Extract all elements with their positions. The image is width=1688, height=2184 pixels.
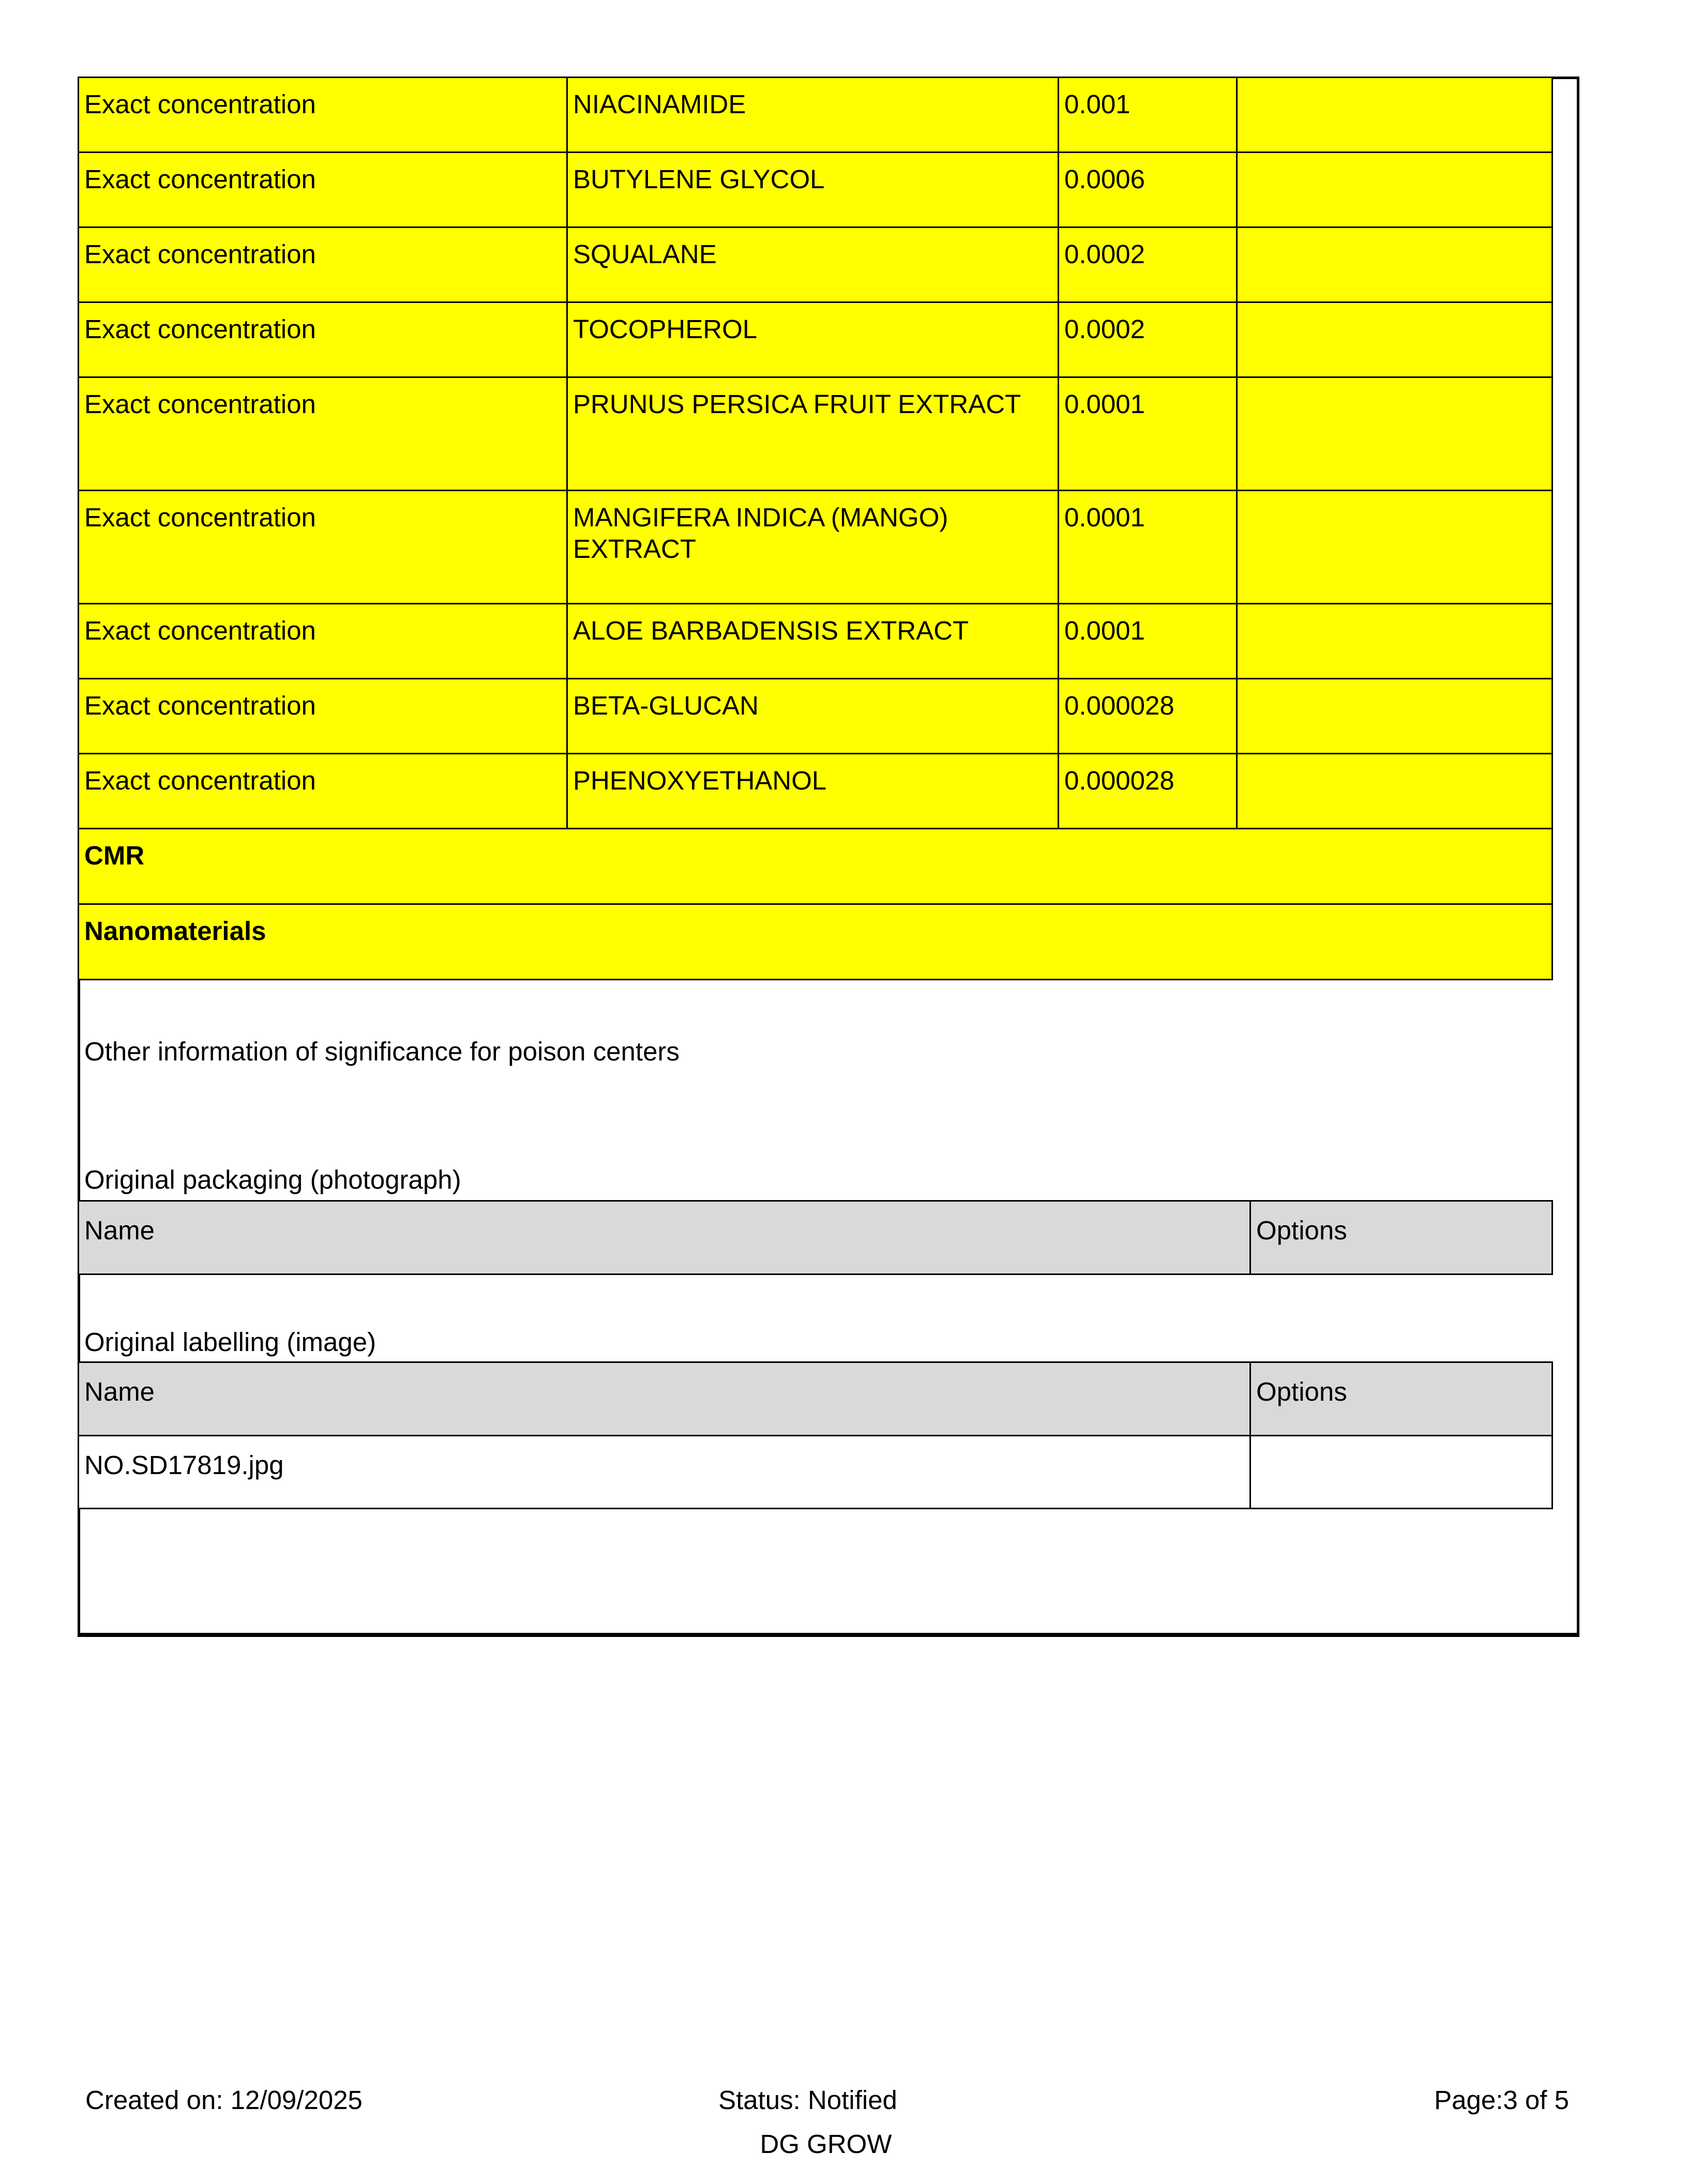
ingredient-name-cell: NIACINAMIDE xyxy=(567,78,1059,153)
other-info-heading: Other information of significance for poison centers xyxy=(84,1037,680,1066)
table-row xyxy=(79,491,1553,604)
packaging-name-header: Name xyxy=(79,1201,1250,1275)
labelling-table xyxy=(78,1361,1553,1509)
ingredient-extra-cell xyxy=(1237,78,1553,153)
table-row xyxy=(79,604,1553,679)
footer-status: Status: Notified xyxy=(718,2085,897,2115)
ingredient-name-cell: ALOE BARBADENSIS EXTRACT xyxy=(567,604,1059,679)
packaging-options-header: Options xyxy=(1250,1201,1553,1275)
ingredient-name-cell: BETA-GLUCAN xyxy=(567,679,1059,754)
ingredient-type-cell: Exact concentration xyxy=(79,302,567,377)
ingredient-extra-cell xyxy=(1237,228,1553,302)
labelling-options-header: Options xyxy=(1250,1362,1553,1436)
packaging-heading: Original packaging (photograph) xyxy=(84,1165,461,1194)
ingredient-value-cell: 0.0001 xyxy=(1059,604,1237,679)
packaging-table xyxy=(78,1200,1553,1275)
table-row xyxy=(79,153,1553,228)
table-row xyxy=(79,679,1553,754)
table-row xyxy=(79,754,1553,829)
cmr-section-row xyxy=(79,829,1553,904)
ingredient-type-cell: Exact concentration xyxy=(79,604,567,679)
ingredient-value-cell: 0.0006 xyxy=(1059,153,1237,228)
packaging-header-row xyxy=(79,1201,1553,1275)
ingredient-extra-cell xyxy=(1237,377,1553,491)
ingredient-name-cell: PHENOXYETHANOL xyxy=(567,754,1059,829)
labelling-header-row xyxy=(79,1362,1553,1436)
ingredient-extra-cell xyxy=(1237,679,1553,754)
ingredient-type-cell: Exact concentration xyxy=(79,78,567,153)
ingredient-type-cell: Exact concentration xyxy=(79,153,567,228)
ingredient-value-cell: 0.0002 xyxy=(1059,228,1237,302)
ingredient-extra-cell xyxy=(1237,153,1553,228)
ingredient-value-cell: 0.0001 xyxy=(1059,377,1237,491)
labelling-file-name: NO.SD17819.jpg xyxy=(79,1436,1250,1509)
cmr-label: CMR xyxy=(79,829,1553,904)
ingredient-value-cell: 0.001 xyxy=(1059,78,1237,153)
labelling-heading: Original labelling (image) xyxy=(84,1327,376,1357)
ingredient-type-cell: Exact concentration xyxy=(79,377,567,491)
ingredient-name-cell: PRUNUS PERSICA FRUIT EXTRACT xyxy=(567,377,1059,491)
footer-page-number: Page:3 of 5 xyxy=(1434,2085,1569,2115)
labelling-file-options xyxy=(1250,1436,1553,1509)
ingredient-name-cell: BUTYLENE GLYCOL xyxy=(567,153,1059,228)
footer-created-on: Created on: 12/09/2025 xyxy=(85,2085,363,2115)
ingredient-name-cell: SQUALANE xyxy=(567,228,1059,302)
table-row xyxy=(79,228,1553,302)
labelling-file-row xyxy=(79,1436,1553,1509)
ingredient-type-cell: Exact concentration xyxy=(79,228,567,302)
ingredient-extra-cell xyxy=(1237,604,1553,679)
ingredient-value-cell: 0.000028 xyxy=(1059,754,1237,829)
ingredient-type-cell: Exact concentration xyxy=(79,754,567,829)
document-content-box xyxy=(78,77,1579,1637)
ingredient-extra-cell xyxy=(1237,491,1553,604)
ingredient-type-cell: Exact concentration xyxy=(79,679,567,754)
nanomaterials-label: Nanomaterials xyxy=(79,904,1553,980)
ingredients-concentration-table xyxy=(78,77,1553,980)
table-row xyxy=(79,302,1553,377)
nanomaterials-section-row xyxy=(79,904,1553,980)
labelling-name-header: Name xyxy=(79,1362,1250,1436)
table-row xyxy=(79,377,1553,491)
ingredient-value-cell: 0.000028 xyxy=(1059,679,1237,754)
ingredient-type-cell: Exact concentration xyxy=(79,491,567,604)
ingredient-name-cell: MANGIFERA INDICA (MANGO) EXTRACT xyxy=(567,491,1059,604)
ingredient-name-cell: TOCOPHEROL xyxy=(567,302,1059,377)
ingredient-value-cell: 0.0001 xyxy=(1059,491,1237,604)
ingredient-value-cell: 0.0002 xyxy=(1059,302,1237,377)
ingredient-extra-cell xyxy=(1237,302,1553,377)
footer-org: DG GROW xyxy=(760,2129,892,2159)
table-row xyxy=(79,78,1553,153)
ingredient-extra-cell xyxy=(1237,754,1553,829)
